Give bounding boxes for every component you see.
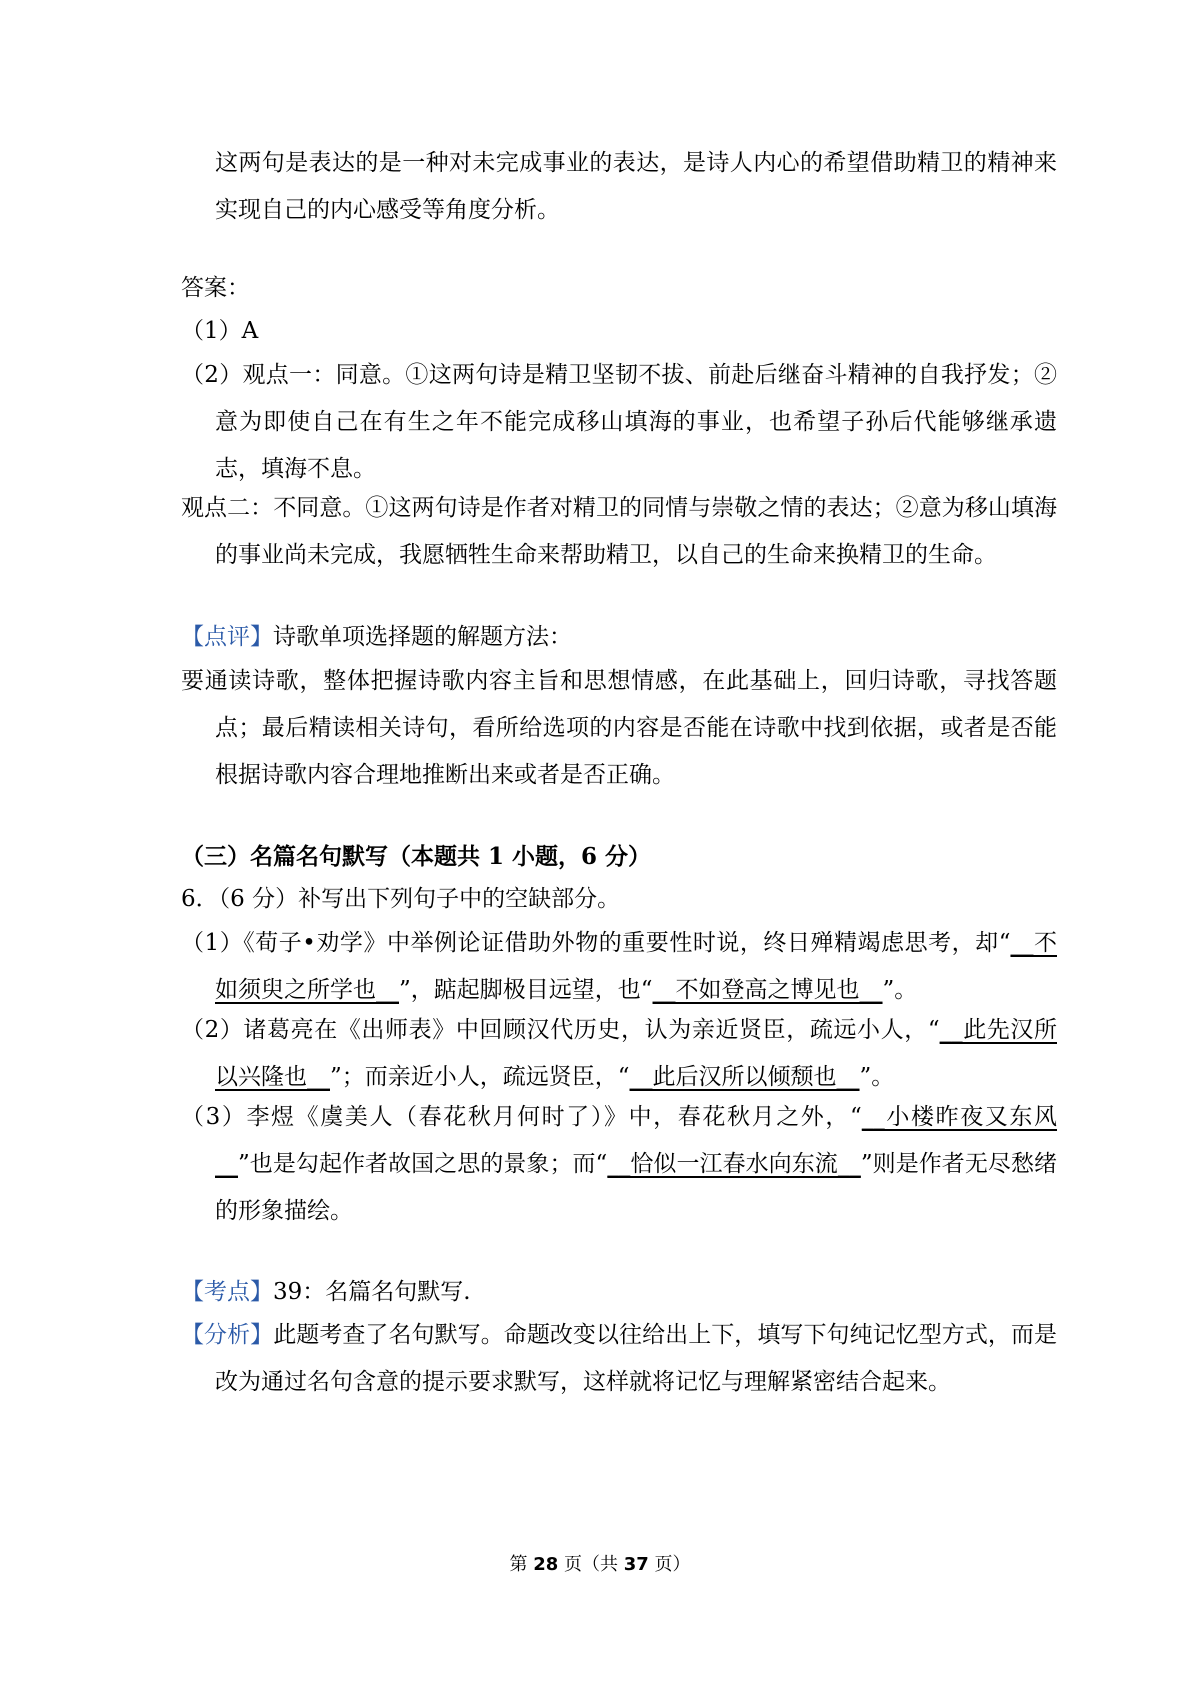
question6-item2 xyxy=(181,1007,1057,1101)
answer-q2-view2: 观点二：不同意。①这两句诗是作者对精卫的同情与崇敬之情的表达；②意为移山填海的事业尚未完成，我愿牺牲生命来帮助精卫，以自己的生命来换精卫的生命。 xyxy=(181,495,1057,568)
answer-label: 答案： xyxy=(181,275,250,301)
fenxi-tag: 【分析】 xyxy=(181,1322,274,1348)
item1-post: ”。 xyxy=(882,977,918,1003)
footer-page-number: 28 xyxy=(533,1554,559,1575)
item3-answer2: __恰似一江春水向东流__ xyxy=(607,1151,861,1177)
item1-pre: （1）《荀子•劝学》中举例论证借助外物的重要性时说，终日殚精竭虑思考，却“ xyxy=(181,930,1011,956)
page-footer xyxy=(0,1553,1200,1577)
footer-post: 页） xyxy=(648,1554,691,1575)
item2-answer1: __此先汉所以兴隆也__ xyxy=(215,1017,1057,1090)
comment-block xyxy=(181,614,1023,661)
footer-pre: 第 xyxy=(509,1554,534,1575)
question6-item1 xyxy=(181,920,1057,1014)
item2-post: ”。 xyxy=(859,1064,895,1090)
item1-answer2: __不如登高之博见也__ xyxy=(652,977,883,1003)
footer-total-pages: 37 xyxy=(623,1554,649,1575)
answer-q1: （1）A xyxy=(181,318,259,344)
item3-pre: （3）李煜《虞美人（春花秋月何时了）》中，春花秋月之外，“ xyxy=(181,1104,862,1130)
item2-answer2: __此后汉所以倾颓也__ xyxy=(629,1064,860,1090)
item3-mid: ”也是勾起作者故国之思的景象；而“ xyxy=(238,1151,608,1177)
kaodian-text: 39：名篇名句默写. xyxy=(273,1279,471,1305)
question6-item3 xyxy=(181,1094,1057,1235)
section-heading: （三）名篇名句默写（本题共 1 小题，6 分） xyxy=(181,843,652,870)
comment-body: 要通读诗歌，整体把握诗歌内容主旨和思想情感，在此基础上，回归诗歌，寻找答题点；最后精读相关诗句，看所给选项的内容是否能在诗歌中找到依据，或者是否能根据诗歌内容合理地推断出来或者是否正确。 xyxy=(181,668,1057,788)
analysis-tail-text: 这两句是表达的是一种对未完成事业的表达，是诗人内心的希望借助精卫的精神来实现自己的内心感受等角度分析。 xyxy=(215,150,1057,223)
footer-mid: 页（共 xyxy=(558,1554,624,1575)
question6-stem: 6．（6 分）补写出下列句子中的空缺部分。 xyxy=(181,886,621,912)
item3-post: ”则是作者无尽愁绪的形象描绘。 xyxy=(215,1151,1058,1224)
comment-title: 诗歌单项选择题的解题方法： xyxy=(273,624,572,650)
analysis-tail xyxy=(181,140,1057,234)
answer-q2-view1: （2）观点一：同意。①这两句诗是精卫坚韧不拔、前赴后继奋斗精神的自我抒发；②意为即使自己在有生之年不能完成移山填海的事业，也希望子孙后代能够继承遗志，填海不息。 xyxy=(181,362,1057,482)
kaodian-tag: 【考点】 xyxy=(181,1279,273,1305)
comment-tag: 【点评】 xyxy=(181,624,273,650)
item1-mid: ”，踮起脚极目远望，也“ xyxy=(399,977,653,1003)
kaodian-block xyxy=(181,1269,1023,1316)
fenxi-text: 此题考查了名句默写。命题改变以往给出上下，填写下句纯记忆型方式，而是改为通过名句含意的提示要求默写，这样就将记忆与理解紧密结合起来。 xyxy=(215,1322,1058,1395)
item2-pre: （2）诸葛亮在《出师表》中回顾汉代历史，认为亲近贤臣，疏远小人，“ xyxy=(181,1017,940,1043)
item2-mid: ”；而亲近小人，疏远贤臣，“ xyxy=(330,1064,630,1090)
item3-answer1: __小楼昨夜又东风__ xyxy=(215,1104,1058,1177)
fenxi-block xyxy=(181,1312,1057,1406)
item1-answer1: __不如须臾之所学也__ xyxy=(215,930,1057,1003)
